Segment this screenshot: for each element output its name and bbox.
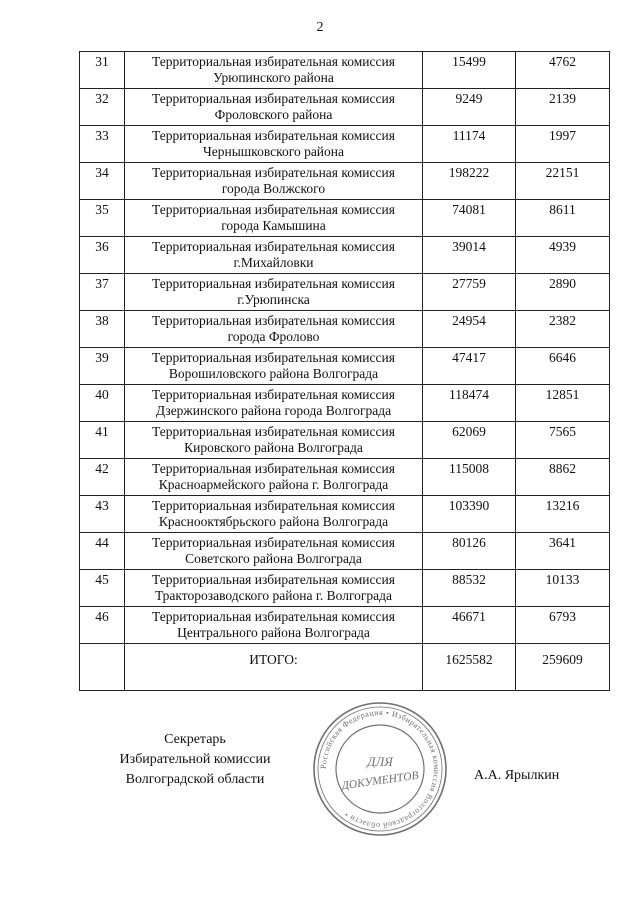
commission-name-line1: Территориальная избирательная комиссия xyxy=(152,313,395,328)
value-a: 198222 xyxy=(423,163,516,200)
row-number: 44 xyxy=(80,533,125,570)
commission-name xyxy=(125,89,423,126)
commission-name xyxy=(125,385,423,422)
commission-name xyxy=(125,459,423,496)
value-a: 103390 xyxy=(423,496,516,533)
value-b: 8862 xyxy=(516,459,610,496)
row-number: 40 xyxy=(80,385,125,422)
row-number: 37 xyxy=(80,274,125,311)
commission-name-line1: Территориальная избирательная комиссия xyxy=(152,54,395,69)
commission-name-line2: Краснооктябрьского района Волгограда xyxy=(158,514,389,529)
value-b: 4939 xyxy=(516,237,610,274)
value-a: 9249 xyxy=(423,89,516,126)
table-row xyxy=(80,311,610,348)
signer-title-line2: Избирательной комиссии xyxy=(119,752,271,767)
table-row xyxy=(80,533,610,570)
value-b: 1997 xyxy=(516,126,610,163)
commission-name-line2: города Фролово xyxy=(227,329,320,344)
seal-center-text-1: ДЛЯ xyxy=(367,754,393,769)
table-row xyxy=(80,89,610,126)
value-a: 24954 xyxy=(423,311,516,348)
commission-name-line1: Территориальная избирательная комиссия xyxy=(152,202,395,217)
table-row xyxy=(80,385,610,422)
commission-name-line1: Территориальная избирательная комиссия xyxy=(152,572,395,587)
value-b: 4762 xyxy=(516,52,610,89)
table-row xyxy=(80,200,610,237)
table-row xyxy=(80,237,610,274)
page-number: 2 xyxy=(316,20,324,35)
value-b: 7565 xyxy=(516,422,610,459)
signer-title-line1: Секретарь xyxy=(164,732,226,747)
commission-name-line2: Ворошиловского района Волгограда xyxy=(168,366,379,381)
value-b: 2890 xyxy=(516,274,610,311)
value-b: 10133 xyxy=(516,570,610,607)
commission-name-line2: г.Урюпинска xyxy=(237,292,310,307)
table-row xyxy=(80,52,610,89)
commission-name xyxy=(125,496,423,533)
value-a: 11174 xyxy=(423,126,516,163)
value-b: 8611 xyxy=(516,200,610,237)
seal-ring-text: Российская Федерация • Избирательная комиссия Волгоградской области • xyxy=(318,707,442,831)
seal-outer-ring xyxy=(314,703,446,835)
row-number: 34 xyxy=(80,163,125,200)
value-a: 115008 xyxy=(423,459,516,496)
table-row xyxy=(80,570,610,607)
table-row xyxy=(80,496,610,533)
table-body xyxy=(80,52,610,691)
commission-name-line1: Территориальная избирательная комиссия xyxy=(152,165,395,180)
table-row xyxy=(80,126,610,163)
commission-name-line1: Территориальная избирательная комиссия xyxy=(152,91,395,106)
value-b: 2382 xyxy=(516,311,610,348)
signature-block xyxy=(90,730,300,790)
commission-name-line1: Территориальная избирательная комиссия xyxy=(152,424,395,439)
commission-name-line1: Территориальная избирательная комиссия xyxy=(152,387,395,402)
commission-name xyxy=(125,607,423,644)
commission-name xyxy=(125,200,423,237)
row-number: 45 xyxy=(80,570,125,607)
row-number: 38 xyxy=(80,311,125,348)
value-b: 13216 xyxy=(516,496,610,533)
results-table xyxy=(79,51,610,691)
value-a: 80126 xyxy=(423,533,516,570)
value-b: 3641 xyxy=(516,533,610,570)
value-a: 46671 xyxy=(423,607,516,644)
signer-name: А.А. Ярылкин xyxy=(474,768,560,783)
row-number: 39 xyxy=(80,348,125,385)
commission-name-line2: Тракторозаводского района г. Волгограда xyxy=(154,588,393,603)
table-row xyxy=(80,348,610,385)
row-number: 35 xyxy=(80,200,125,237)
row-number: 36 xyxy=(80,237,125,274)
commission-name-line1: Территориальная избирательная комиссия xyxy=(152,461,395,476)
value-a: 47417 xyxy=(423,348,516,385)
commission-name-line1: Территориальная избирательная комиссия xyxy=(152,276,395,291)
commission-name-line2: Дзержинского района города Волгограда xyxy=(155,403,392,418)
commission-name xyxy=(125,422,423,459)
total-label: ИТОГО: xyxy=(125,644,423,691)
commission-name xyxy=(125,348,423,385)
commission-name xyxy=(125,163,423,200)
commission-name-line2: Чернышковского района xyxy=(203,144,344,159)
commission-name-line2: Красноармейского района г. Волгограда xyxy=(158,477,389,492)
value-b: 12851 xyxy=(516,385,610,422)
commission-name xyxy=(125,126,423,163)
value-a: 74081 xyxy=(423,200,516,237)
commission-name-line2: Кировского района Волгограда xyxy=(184,440,363,455)
total-empty-cell xyxy=(80,644,125,691)
seal-inner-ring xyxy=(336,725,424,813)
commission-name xyxy=(125,570,423,607)
table-row xyxy=(80,422,610,459)
commission-name-line1: Территориальная избирательная комиссия xyxy=(152,535,395,550)
row-number: 42 xyxy=(80,459,125,496)
row-number: 32 xyxy=(80,89,125,126)
table-row xyxy=(80,459,610,496)
commission-name xyxy=(125,533,423,570)
signer-title-line3: Волгоградской области xyxy=(125,772,265,787)
total-row xyxy=(80,644,610,691)
value-a: 39014 xyxy=(423,237,516,274)
value-b: 6646 xyxy=(516,348,610,385)
commission-name xyxy=(125,274,423,311)
commission-name-line1: Территориальная избирательная комиссия xyxy=(152,128,395,143)
table-row xyxy=(80,607,610,644)
value-a: 15499 xyxy=(423,52,516,89)
row-number: 33 xyxy=(80,126,125,163)
official-seal xyxy=(311,700,449,838)
row-number: 43 xyxy=(80,496,125,533)
commission-name-line2: Советского района Волгограда xyxy=(185,551,362,566)
value-a: 27759 xyxy=(423,274,516,311)
commission-name-line2: Урюпинского района xyxy=(213,70,334,85)
commission-name xyxy=(125,311,423,348)
value-b: 2139 xyxy=(516,89,610,126)
seal-center-text-2: ДОКУМЕНТОВ xyxy=(340,769,420,793)
commission-name xyxy=(125,52,423,89)
row-number: 31 xyxy=(80,52,125,89)
commission-name-line1: Территориальная избирательная комиссия xyxy=(152,239,395,254)
value-a: 118474 xyxy=(423,385,516,422)
commission-name-line1: Территориальная избирательная комиссия xyxy=(152,350,395,365)
commission-name-line2: Фроловского района xyxy=(214,107,333,122)
total-value-a: 1625582 xyxy=(423,644,516,691)
commission-name-line1: Территориальная избирательная комиссия xyxy=(152,609,395,624)
value-a: 88532 xyxy=(423,570,516,607)
value-b: 6793 xyxy=(516,607,610,644)
total-value-b: 259609 xyxy=(516,644,610,691)
row-number: 46 xyxy=(80,607,125,644)
table-row xyxy=(80,163,610,200)
value-a: 62069 xyxy=(423,422,516,459)
table-row xyxy=(80,274,610,311)
commission-name xyxy=(125,237,423,274)
commission-name-line2: Центрального района Волгограда xyxy=(177,625,370,640)
commission-name-line2: города Волжского xyxy=(221,181,326,196)
row-number: 41 xyxy=(80,422,125,459)
value-b: 22151 xyxy=(516,163,610,200)
commission-name-line2: г.Михайловки xyxy=(233,255,314,270)
commission-name-line2: города Камышина xyxy=(221,218,326,233)
commission-name-line1: Территориальная избирательная комиссия xyxy=(152,498,395,513)
